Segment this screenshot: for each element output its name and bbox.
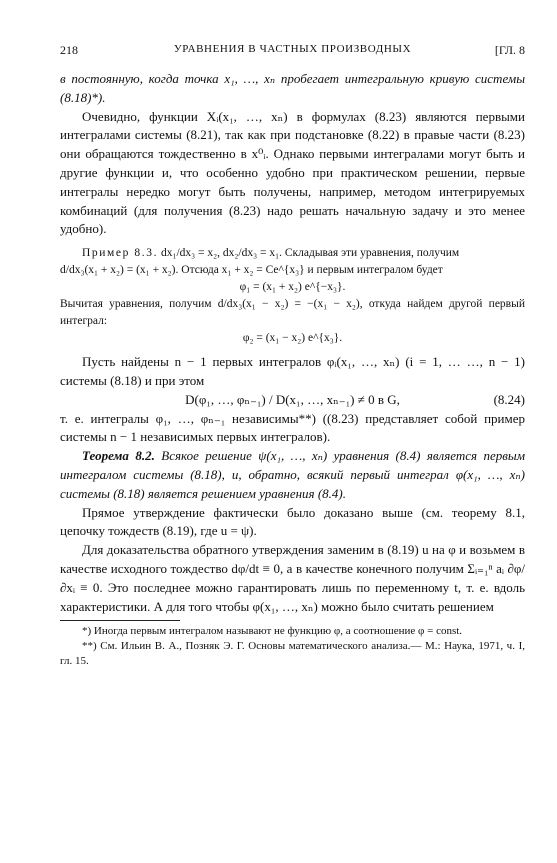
jacobian-condition: D(φ₁, …, φₙ₋₁) / D(x₁, …, xₙ₋₁) ≠ 0 в G, (185, 391, 400, 407)
page-number: 218 (60, 43, 78, 57)
theorem-label: Теорема 8.2. (82, 448, 155, 464)
example-equations: dx₁/dx₃ = x₂, dx₂/dx₃ = x₁. (160, 247, 282, 260)
footnote-1: *) Иногда первым интегралом называют не функцию φ, а соотношение φ = const. (82, 625, 463, 638)
example-text: Складывая эти уравнения, получим (284, 247, 460, 260)
equation-phi1: φ₁ = (x₁ + x₂) e^{−x₃}. (239, 281, 346, 294)
example-label: Пример 8.3. (82, 247, 159, 260)
paragraph-converse-proof: Для доказательства обратного утверждения заменим в (8.19) u на φ и возьмем в качестве исходного тождество dφ/dt ≡ 0, а в качестве конечного получим Σᵢ₌₁ⁿ aᵢ ∂φ/∂xᵢ ≡ 0. Это последнее можно гарантировать лишь по переменному t, т. е. вдоль характеристики. А для того чтобы φ(x₁, …, xₙ) можно было считать решением (60, 542, 525, 614)
paragraph-continuation: в постоянную, когда точка x₁, …, xₙ пробегает интегральную кривую системы (8.18)*). (60, 71, 525, 105)
paragraph-independence: т. е. интегралы φ₁, …, φₙ₋₁ независимы**) ((8.23) представляет собой пример системы n − 1 независимых первых интегралов). (60, 410, 525, 445)
footnote-2: **) См. Ильин В. А., Позняк Э. Г. Основы математического анализа.— М.: Наука, 1971, ч. I, гл. 15. (60, 640, 525, 668)
page-body (60, 70, 525, 669)
paragraph-n-minus-1-integrals: Пусть найдены n − 1 первых интегралов φᵢ(x₁, …, xₙ) (i = 1, … …, n − 1) системы (8.18) и при этом (60, 354, 525, 388)
example-8-3 (60, 245, 525, 262)
example-derivation: d/dx₃(x₁ + x₂) = (x₁ + x₂). Отсюда x₁ + x₂ = Ce^{x₃} и первым интегралом будет (60, 264, 443, 277)
paragraph-first-integrals: Очевидно, функции Xᵢ(x₁, …, xₙ) в формулах (8.23) являются первыми интегралами системы (8.21), так как при подстановке (8.22) в правые части (8.23) они обращаются тождественно в x⁰ᵢ. Однако первыми интегралами могут быть и другие функции и, что особенно удобно при практическом решении, первые интегралы нередко могут быть получены, например, методом интегрируемых комбинаций (для получения (8.23) надо решать начальную задачу и это менее удобно). (60, 108, 525, 237)
running-header (60, 43, 525, 57)
equation-phi2: φ₂ = (x₁ − x₂) e^{x₃}. (242, 332, 343, 345)
footnote-separator (60, 620, 180, 621)
paragraph-direct-proof: Прямое утверждение фактически было доказано выше (см. теорему 8.1, цепочку тождеств (8.19), где u = ψ). (60, 504, 525, 539)
subtraction-text: Вычитая уравнения, получим d/dx₃(x₁ − x₂) = −(x₁ − x₂), откуда найдем другой первый интеграл: (60, 298, 525, 328)
theorem-text: Всякое решение ψ(x₁, …, xₙ) уравнения (8.4) является первым интегралом системы (8.18), и, обратно, всякий первый интеграл φ(x₁, …, xₙ) системы (8.18) является решением уравнения (8.4). (60, 448, 526, 501)
theorem-8-2 (60, 447, 525, 503)
running-title: УРАВНЕНИЯ В ЧАСТНЫХ ПРОИЗВОДНЫХ (173, 43, 412, 55)
equation-8-24 (60, 391, 525, 410)
equation-number: (8.24) (493, 391, 525, 407)
chapter-marker: [ГЛ. 8 (494, 43, 525, 57)
